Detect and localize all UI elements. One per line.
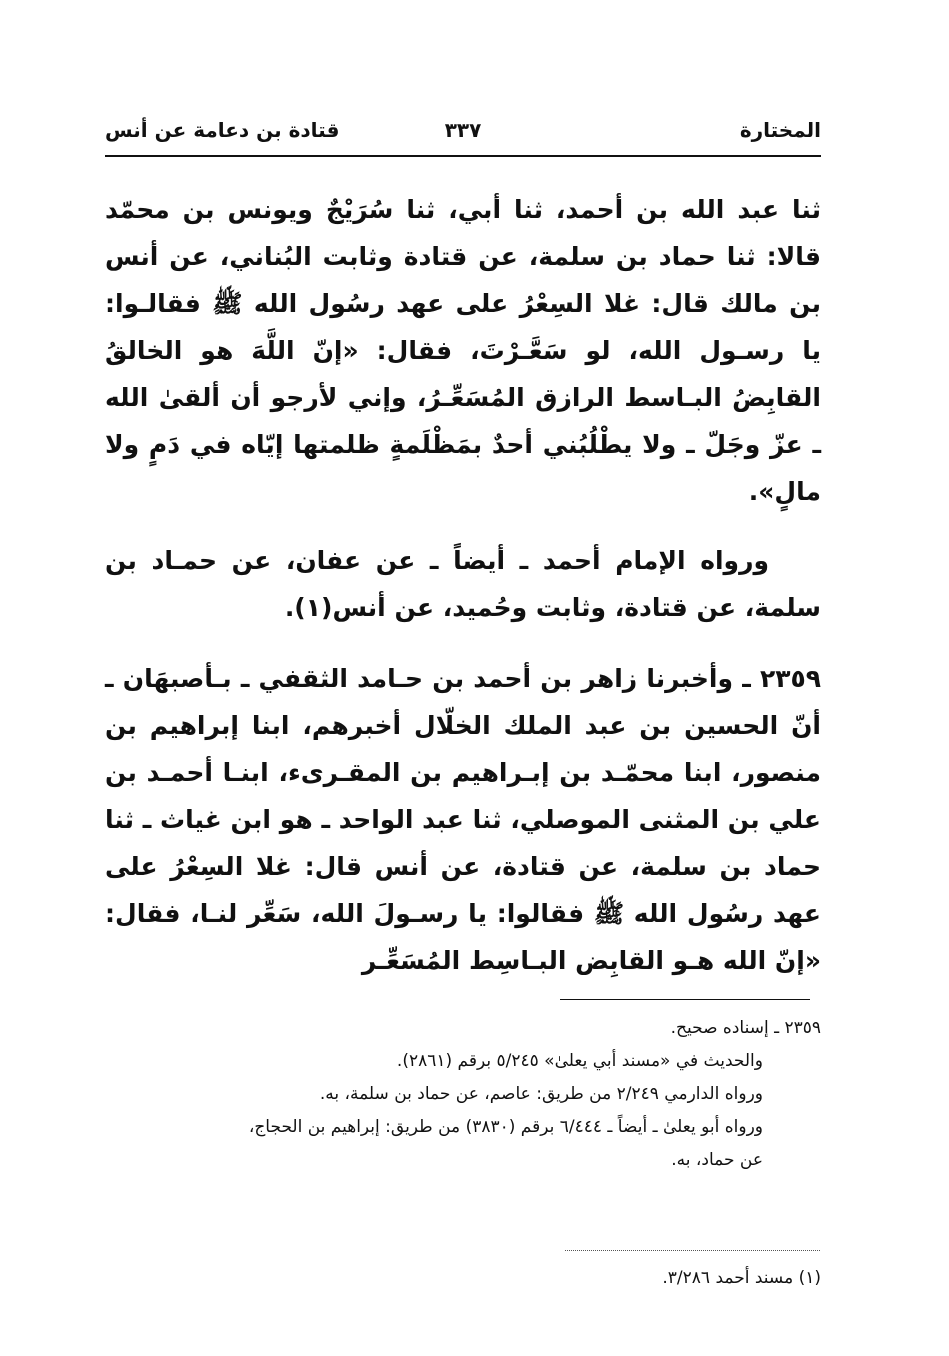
endnote-divider — [565, 1250, 820, 1251]
header-divider — [105, 155, 821, 157]
footnote-line: ورواه الدارمي ٢/٢٤٩ من طريق: عاصم، عن حماد بن سلمة، به. — [319, 1084, 763, 1104]
footnote-line: ٢٣٥٩ ـ إسناده صحيح. — [670, 1018, 821, 1038]
main-text — [105, 186, 821, 1000]
page-number: ٣٣٧ — [444, 118, 482, 142]
hadith-paragraph-1: ثنا عبد الله بن أحمد، ثنا أبي، ثنا سُرَيْجٌ ويونس بن محمّد قالا: ثنا حماد بن سلمة، عن قتادة وثابت البُناني، عن أنس بن مالك قال: غلا السِعْرُ على عهد رسُول الله ﷺ فقالـوا: يا رسـول الله، لو سَعَّـرْتَ، فقال: «إنّ اللَّهَ هو الخالقُ القابِضُ البـاسط الرازق المُسَعِّـرُ، وإني لأرجو أن ألقىٰ الله ـ عزّ وجَلّ ـ ولا يطْلُبُني أحدٌ بمَظْلَمةٍ ظلمتها إيّاه في دَمٍ ولا مالٍ». — [105, 195, 821, 506]
page-header — [105, 118, 821, 154]
footnote-line: ورواه أبو يعلىٰ ـ أيضاً ـ ٦/٤٤٤ برقم (٣٨٣٠) من طريق: إبراهيم بن الحجاج، — [248, 1117, 763, 1137]
footnote-divider — [560, 999, 810, 1000]
footnote-line: والحديث في «مسند أبي يعلىٰ» ٥/٢٤٥ برقم (٢٨٦١). — [396, 1051, 763, 1071]
header-book-title: المختارة — [739, 118, 821, 142]
hadith-paragraph-2: ورواه الإمام أحمد ـ أيضاً ـ عن عفان، عن حمـاد بن سلمة، عن قتادة، وثابت وحُميد، عن أنس(١). — [105, 546, 821, 622]
endnote: (١) مسند أحمد ٣/٢٨٦. — [662, 1268, 821, 1288]
header-chapter-title: قتادة بن دعامة عن أنس — [105, 118, 340, 142]
footnotes — [105, 1012, 821, 1177]
hadith-paragraph-3: ٢٣٥٩ ـ وأخبرنا زاهر بن أحمد بن حـامد الثقفي ـ بـأصبهَان ـ أنّ الحسين بن عبد الملك الخلّال أخبرهم، ابنا إبراهيم بن منصور، ابنا محمّـد بن إبـراهيم بن المقـرىء، ابنـا أحمـد بن علي بن المثنى الموصلي، ثنا عبد الواحد ـ هو ابن غياث ـ ثنا حماد بن سلمة، عن قتادة، عن أنس قال: غلا السِعْرُ على عهد رسُول الله ﷺ فقالوا: يا رسـولَ الله، سَعِّر لنـا، فقال: «إنّ الله هـو القابِض البـاسِط المُسَعِّـر — [105, 664, 821, 975]
footnote-line: عن حماد، به. — [671, 1150, 763, 1170]
